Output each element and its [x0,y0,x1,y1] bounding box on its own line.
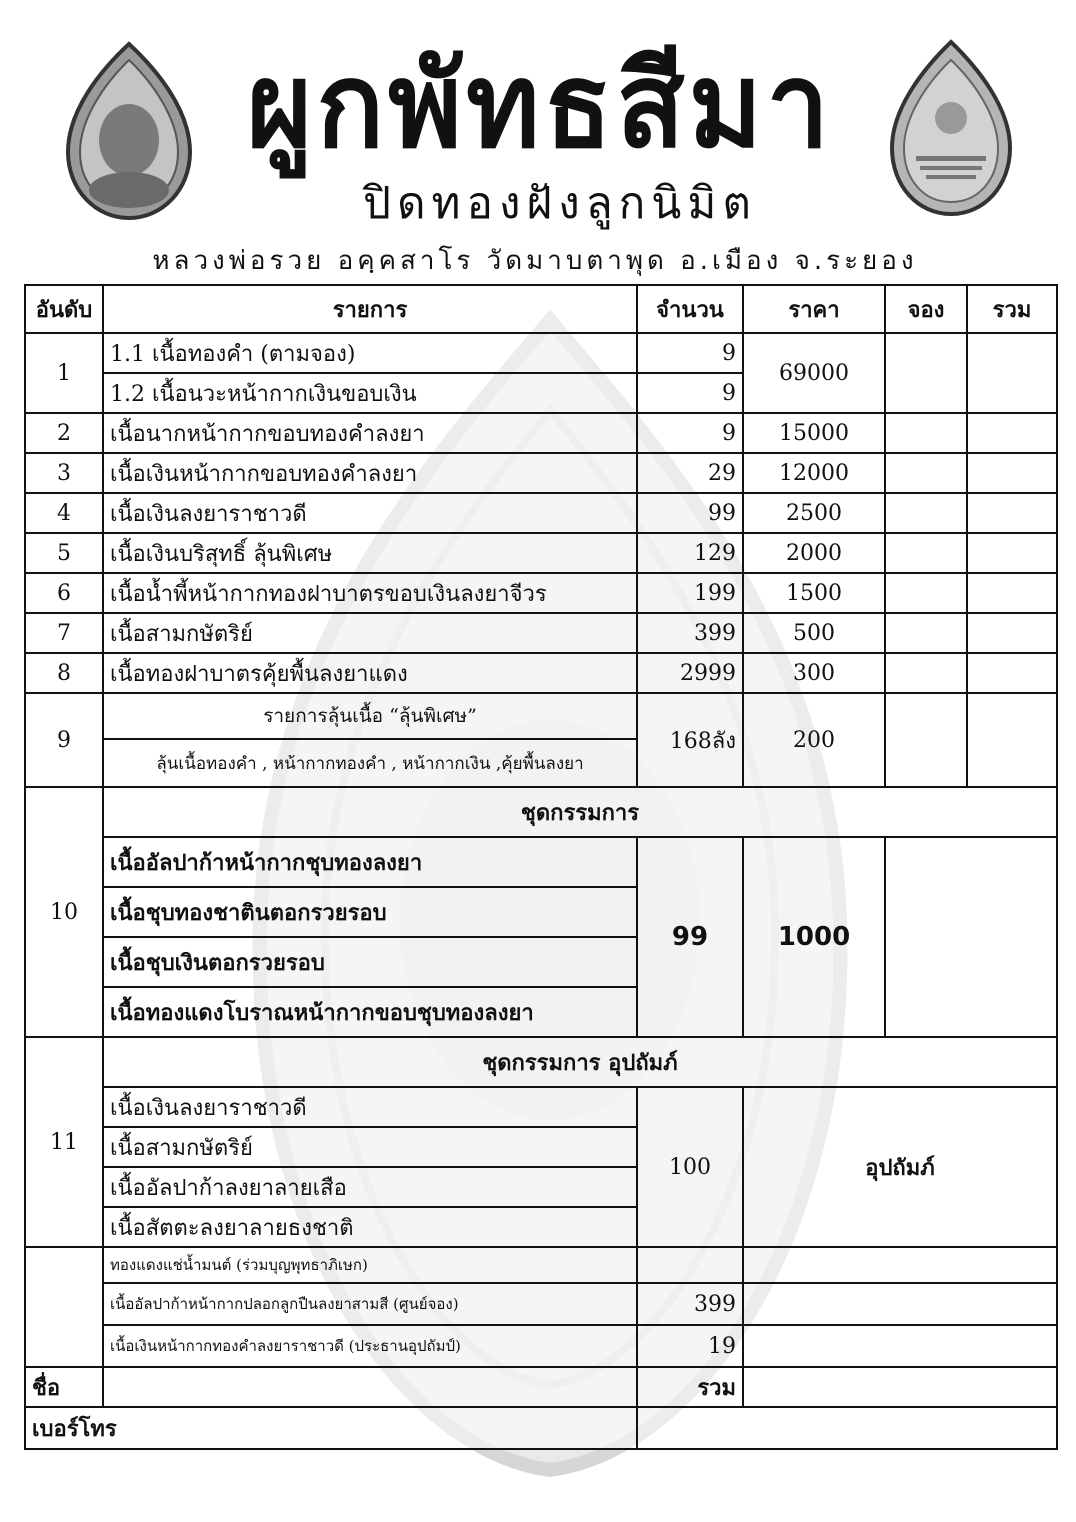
column-header: ราคา [743,285,885,333]
main-title: ผูกพัทธสีมา [246,37,834,175]
header [0,0,1076,280]
reserve-cell[interactable] [885,837,1057,1037]
quantity: 129 [637,533,743,573]
row-number: 8 [25,653,103,693]
row-number: 10 [25,787,103,1037]
item-name: เนื้อสามกษัตริย์ [103,613,637,653]
item-name: 1.1 เนื้อทองคำ (ตามจอง) [103,333,637,373]
item-name: เนื้อเงินหน้ากากทองคำลงยาราชาวดี (ประธานอุปถัมป์) [103,1325,637,1367]
item-name: เนื้อชุบทองชาตินตอกรวยรอบ [103,887,637,937]
special-draw-details: ลุ้นเนื้อทองคำ , หน้ากากทองคำ , หน้ากากเงิน ,คุ้ยพื้นลงยา [103,739,637,787]
table-row [25,1283,1057,1325]
table-row [25,613,1057,653]
price: 15000 [743,413,885,453]
table-row [25,787,1057,837]
row-number: 2 [25,413,103,453]
row-number: 11 [25,1037,103,1247]
item-name: เนื้ออัลปาก้าหน้ากากปลอกลูกปืนลงยาสามสี (ศูนย์จอง) [103,1283,637,1325]
total-cell[interactable] [967,493,1057,533]
item-name: เนื้อสัตตะลงยาลายธงชาติ [103,1207,637,1247]
amulet-front-image [62,40,196,222]
total-cell[interactable] [967,653,1057,693]
reserve-cell[interactable] [743,1247,1057,1283]
table-row [25,693,1057,739]
footer-name-row [25,1367,1057,1407]
item-name: เนื้อน้ำพี้หน้ากากทองฝาบาตรขอบเงินลงยาจีวร [103,573,637,613]
quantity: 168ลัง [637,693,743,787]
item-name: เนื้อนากหน้ากากขอบทองคำลงยา [103,413,637,453]
monk-temple-line: หลวงพ่อรวย อคฺคสาโร วัดมาบตาพุด อ.เมือง จ.ระยอง [152,246,918,276]
row-number: 3 [25,453,103,493]
column-header: จำนวน [637,285,743,333]
table-row [25,493,1057,533]
quantity [637,1247,743,1283]
item-name: เนื้อสามกษัตริย์ [103,1127,637,1167]
row-number: 5 [25,533,103,573]
quantity: 19 [637,1325,743,1367]
quantity: 399 [637,1283,743,1325]
row-number [25,1247,103,1367]
quantity: 399 [637,613,743,653]
total-cell[interactable] [967,613,1057,653]
total-cell[interactable] [967,413,1057,453]
table-row [25,1325,1057,1367]
price: 500 [743,613,885,653]
reserve-cell[interactable] [885,413,967,453]
grand-total-field[interactable] [743,1367,1057,1407]
item-name: เนื้ออัลปาก้าหน้ากากชุบทองลงยา [103,837,637,887]
order-table [24,284,1058,1450]
quantity: 29 [637,453,743,493]
total-cell[interactable] [967,693,1057,787]
table-row [25,1087,1057,1127]
item-name: เนื้อทองฝาบาตรคุ้ยพื้นลงยาแดง [103,653,637,693]
column-header: อันดับ [25,285,103,333]
sub-title: ปิดทองฝังลูกนิมิต [363,178,757,229]
row-number: 6 [25,573,103,613]
price: 1000 [743,837,885,1037]
committee-patron-heading: ชุดกรรมการ อุปถัมภ์ [103,1037,1057,1087]
price: 200 [743,693,885,787]
table-row [25,837,1057,887]
reserve-cell[interactable] [885,533,967,573]
table-row [25,573,1057,613]
price: 1500 [743,573,885,613]
total-cell[interactable] [967,533,1057,573]
row-number: 4 [25,493,103,533]
footer-phone-row [25,1407,1057,1449]
special-draw-title: รายการลุ้นเนื้อ “ลุ้นพิเศษ” [103,693,637,739]
item-name: เนื้อเงินบริสุทธิ์ ลุ้นพิเศษ [103,533,637,573]
price: 69000 [743,333,885,413]
table-row [25,413,1057,453]
item-name: เนื้อเงินลงยาราชาวดี [103,493,637,533]
table-header-row [25,285,1057,333]
item-name: เนื้อทองแดงโบราณหน้ากากขอบชุบทองลงยา [103,987,637,1037]
table-row [25,653,1057,693]
row-number: 7 [25,613,103,653]
total-cell[interactable] [967,333,1057,413]
reserve-cell[interactable] [885,453,967,493]
committee-set-heading: ชุดกรรมการ [103,787,1057,837]
item-name: เนื้อเงินลงยาราชาวดี [103,1087,637,1127]
reserve-cell[interactable] [885,333,967,413]
quantity: 9 [637,333,743,373]
reserve-cell[interactable] [743,1325,1057,1367]
quantity: 9 [637,373,743,413]
reserve-cell[interactable] [885,573,967,613]
price: 12000 [743,453,885,493]
table-row [25,1247,1057,1283]
phone-field[interactable] [637,1407,1057,1449]
quantity: 100 [637,1087,743,1247]
reserve-cell[interactable] [885,493,967,533]
price: 2000 [743,533,885,573]
phone-label: เบอร์โทร [25,1407,637,1449]
price: 2500 [743,493,885,533]
reserve-cell[interactable] [885,653,967,693]
column-header: จอง [885,285,967,333]
price: 300 [743,653,885,693]
column-header: รวม [967,285,1057,333]
reserve-cell[interactable] [743,1283,1057,1325]
name-label: ชื่อ [25,1367,103,1407]
quantity: 9 [637,413,743,453]
quantity: 199 [637,573,743,613]
patron-label: อุปถัมภ์ [743,1087,1057,1247]
total-cell[interactable] [967,573,1057,613]
reserve-cell[interactable] [885,693,967,787]
row-number: 1 [25,333,103,413]
item-name: 1.2 เนื้อนวะหน้ากากเงินขอบเงิน [103,373,637,413]
reserve-cell[interactable] [885,613,967,653]
total-cell[interactable] [967,453,1057,493]
column-header: รายการ [103,285,637,333]
grand-total-label: รวม [637,1367,743,1407]
amulet-back-image [886,38,1016,218]
row-number: 9 [25,693,103,787]
table-row [25,533,1057,573]
item-name: ทองแดงแช่น้ำมนต์ (ร่วมบุญพุทธาภิเษก) [103,1247,637,1283]
item-name: เนื้อเงินหน้ากากขอบทองคำลงยา [103,453,637,493]
table-row [25,1037,1057,1087]
table-row [25,453,1057,493]
name-field[interactable] [103,1367,637,1407]
table-row [25,333,1057,373]
quantity: 99 [637,837,743,1037]
item-name: เนื้ออัลปาก้าลงยาลายเสือ [103,1167,637,1207]
quantity: 99 [637,493,743,533]
item-name: เนื้อชุบเงินตอกรวยรอบ [103,937,637,987]
quantity: 2999 [637,653,743,693]
